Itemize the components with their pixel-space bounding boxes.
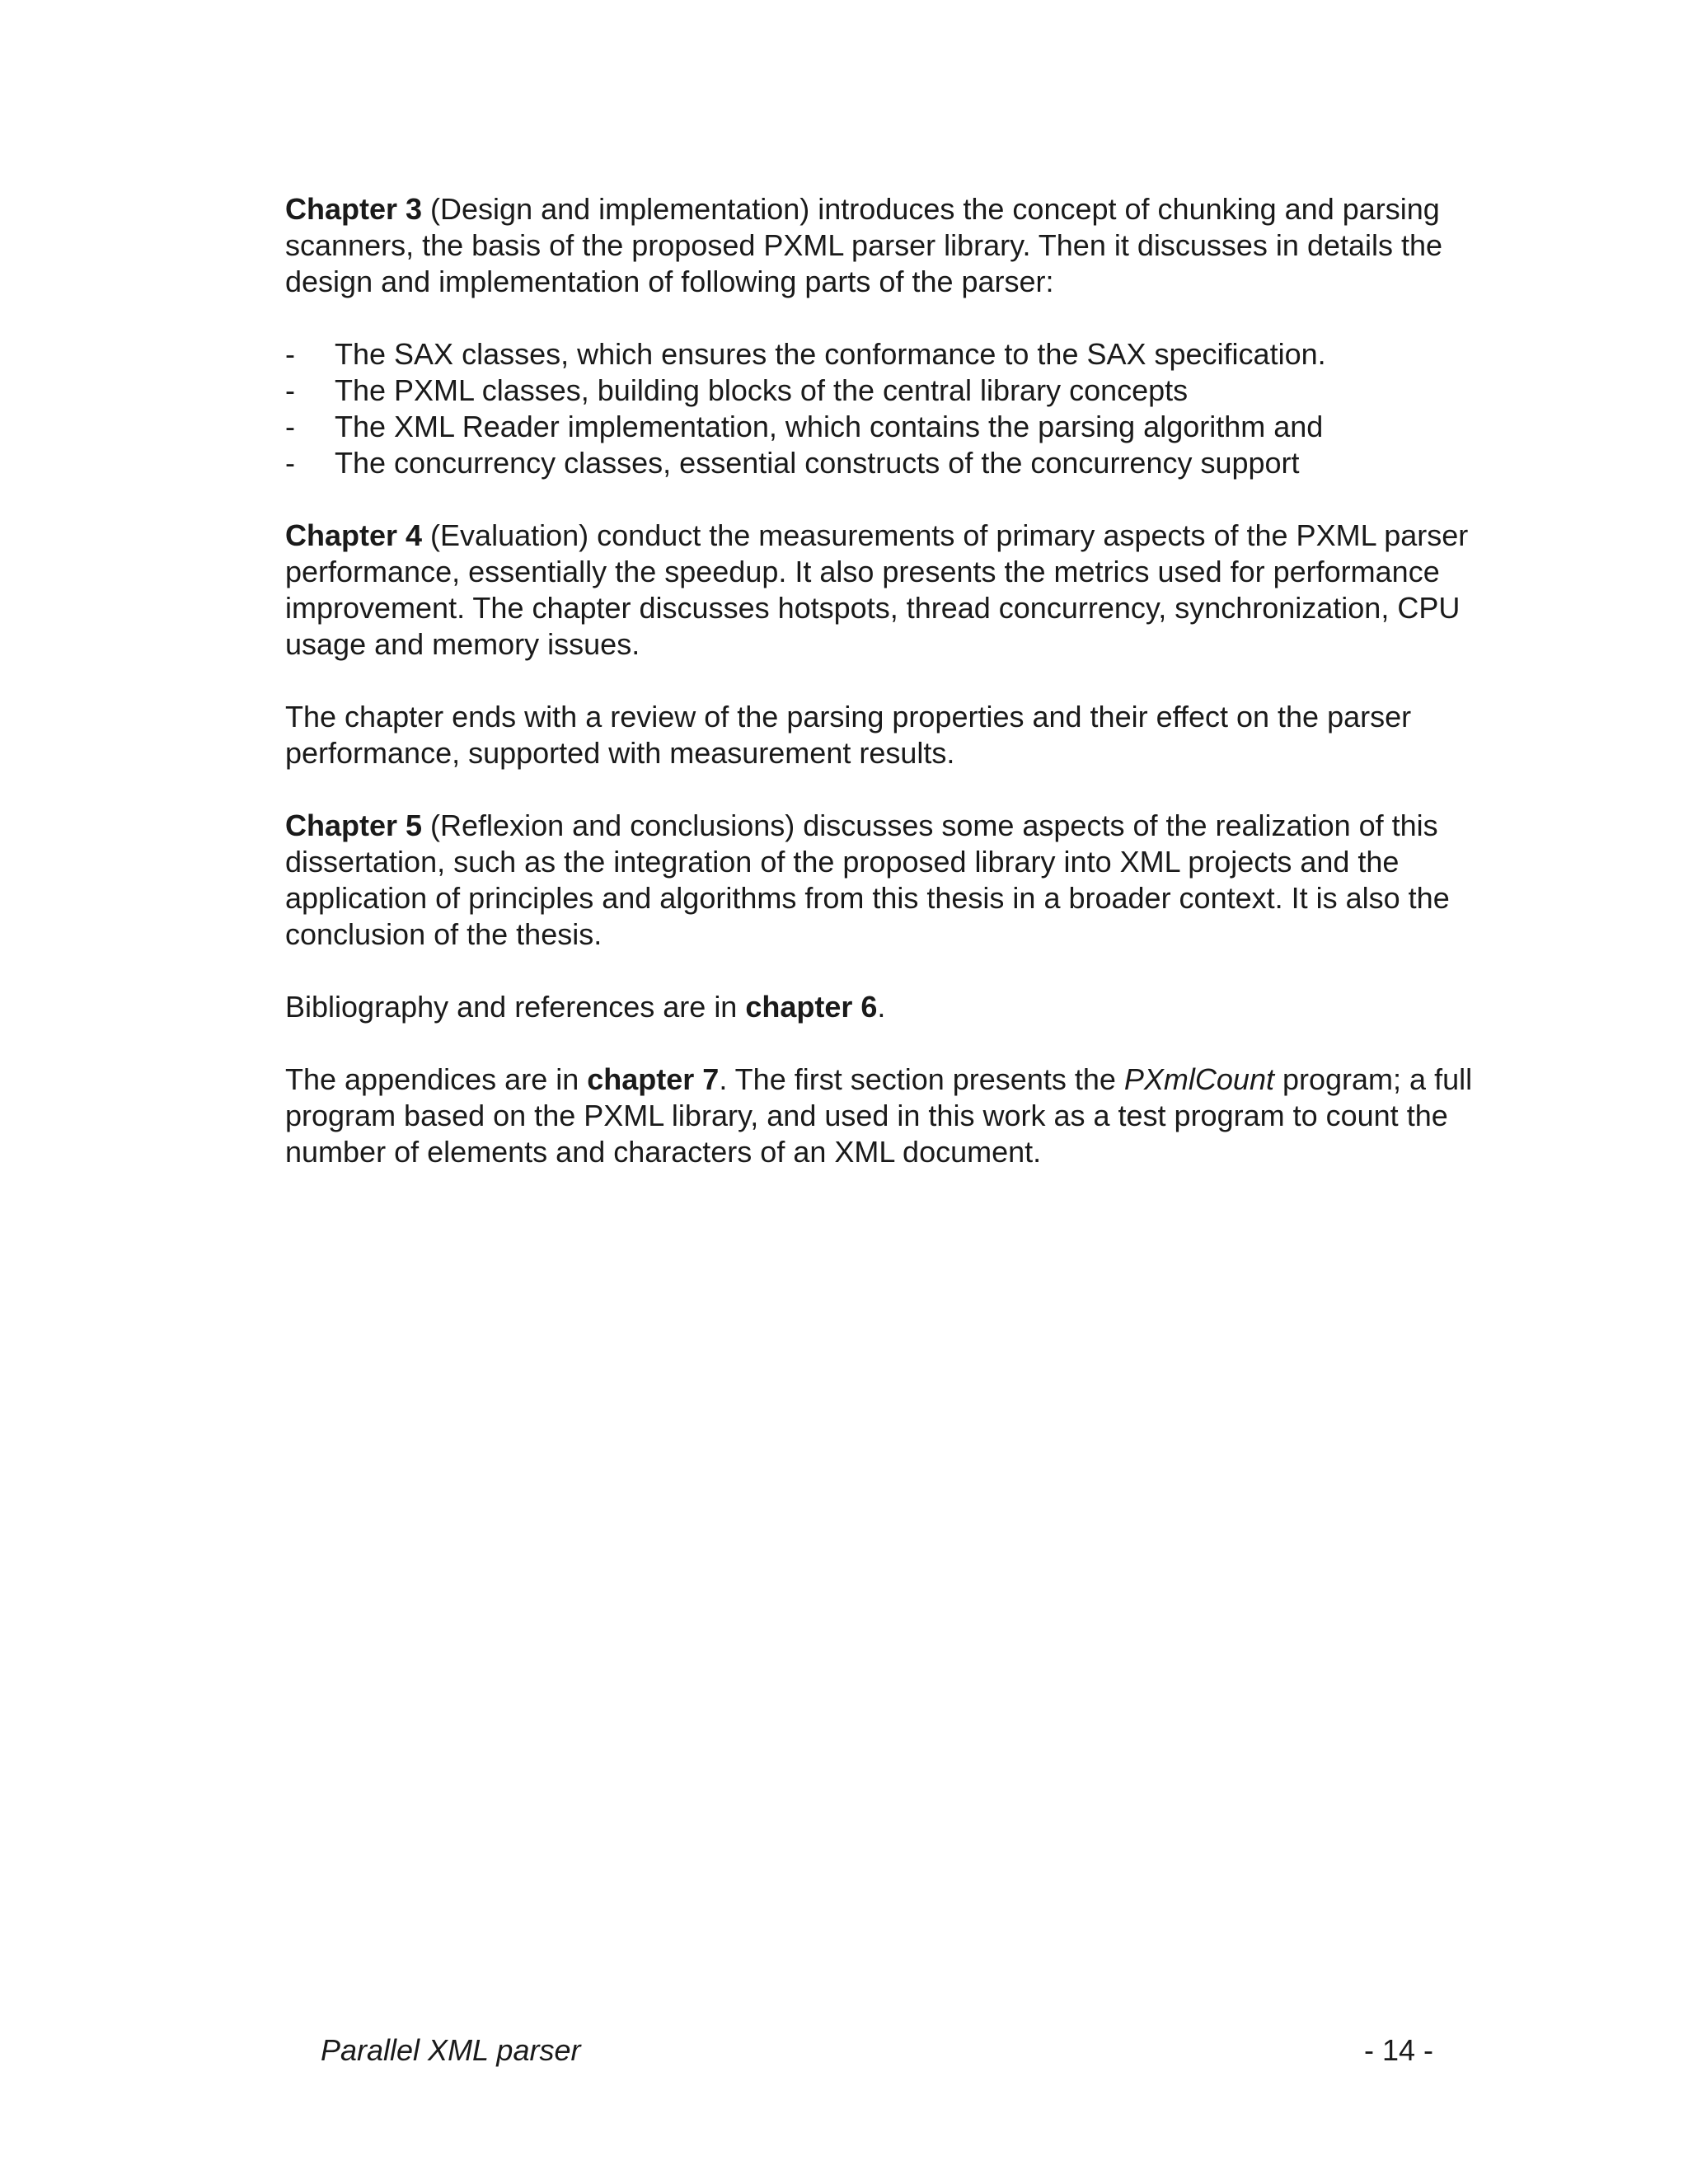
bibliography-paragraph (285, 989, 1505, 1025)
list-item-text: The PXML classes, building blocks of the central library concepts (335, 373, 1189, 407)
footer-title: Parallel XML parser (321, 2033, 581, 2067)
list-item (285, 409, 1505, 445)
bibliography-prefix: Bibliography and references are in (285, 990, 746, 1024)
parser-parts-list (285, 336, 1505, 481)
chapter5-text: (Reflexion and conclusions) discusses some aspects of the realization of this dissertation, such as the integration of the proposed library into XML projects and the application of principles and algorithms from this thesis in a broader context. It is also the conclusion of the thesis. (285, 808, 1450, 951)
chapter5-paragraph (285, 808, 1505, 953)
appendices-prefix: The appendices are in (285, 1062, 588, 1096)
bibliography-suffix: . (877, 990, 886, 1024)
appendices-chapter: chapter 7 (587, 1062, 720, 1096)
bullet-marker: - (285, 410, 295, 443)
bullet-marker: - (285, 337, 295, 371)
appendices-middle: . The first section presents the (719, 1062, 1124, 1096)
bullet-marker: - (285, 446, 295, 480)
appendices-suffix: program; a full program based on the PXML library, and used in this work as a test program to count the number of elements and characters of an XML document. (285, 1062, 1473, 1169)
list-item-text: The XML Reader implementation, which contains the parsing algorithm and (335, 410, 1324, 443)
list-item (285, 336, 1505, 373)
chapter4-ending-paragraph (285, 699, 1505, 771)
page-body (285, 191, 1505, 1207)
list-item-text: The concurrency classes, essential constructs of the concurrency support (335, 446, 1300, 480)
chapter5-label: Chapter 5 (285, 808, 423, 842)
chapter4-text: (Evaluation) conduct the measurements of primary aspects of the PXML parser performance, essentially the speedup. It also presents the metrics used for performance improvement. The chapter discusses hotspots, thread concurrency, synchronization, CPU usage and memory issues. (285, 518, 1469, 661)
chapter3-paragraph (285, 191, 1505, 300)
chapter3-text: (Design and implementation) introduces the concept of chunking and parsing scanners, the basis of the proposed PXML parser library. Then it discusses in details the design and implementation of following parts of the parser: (285, 192, 1443, 298)
list-item (285, 373, 1505, 409)
chapter3-label: Chapter 3 (285, 192, 423, 226)
bibliography-chapter: chapter 6 (745, 990, 878, 1024)
page-number: - 14 - (1364, 2033, 1434, 2067)
list-item-text: The SAX classes, which ensures the conformance to the SAX specification. (335, 337, 1326, 371)
bullet-marker: - (285, 373, 295, 407)
chapter4-paragraph (285, 518, 1505, 663)
appendices-program-name: PXmlCount (1123, 1062, 1274, 1096)
chapter4-label: Chapter 4 (285, 518, 423, 552)
list-item (285, 445, 1505, 481)
chapter4-ending-text: The chapter ends with a review of the parsing properties and their effect on the parser performance, supported with measurement results. (285, 700, 1412, 770)
appendices-paragraph (285, 1062, 1505, 1170)
